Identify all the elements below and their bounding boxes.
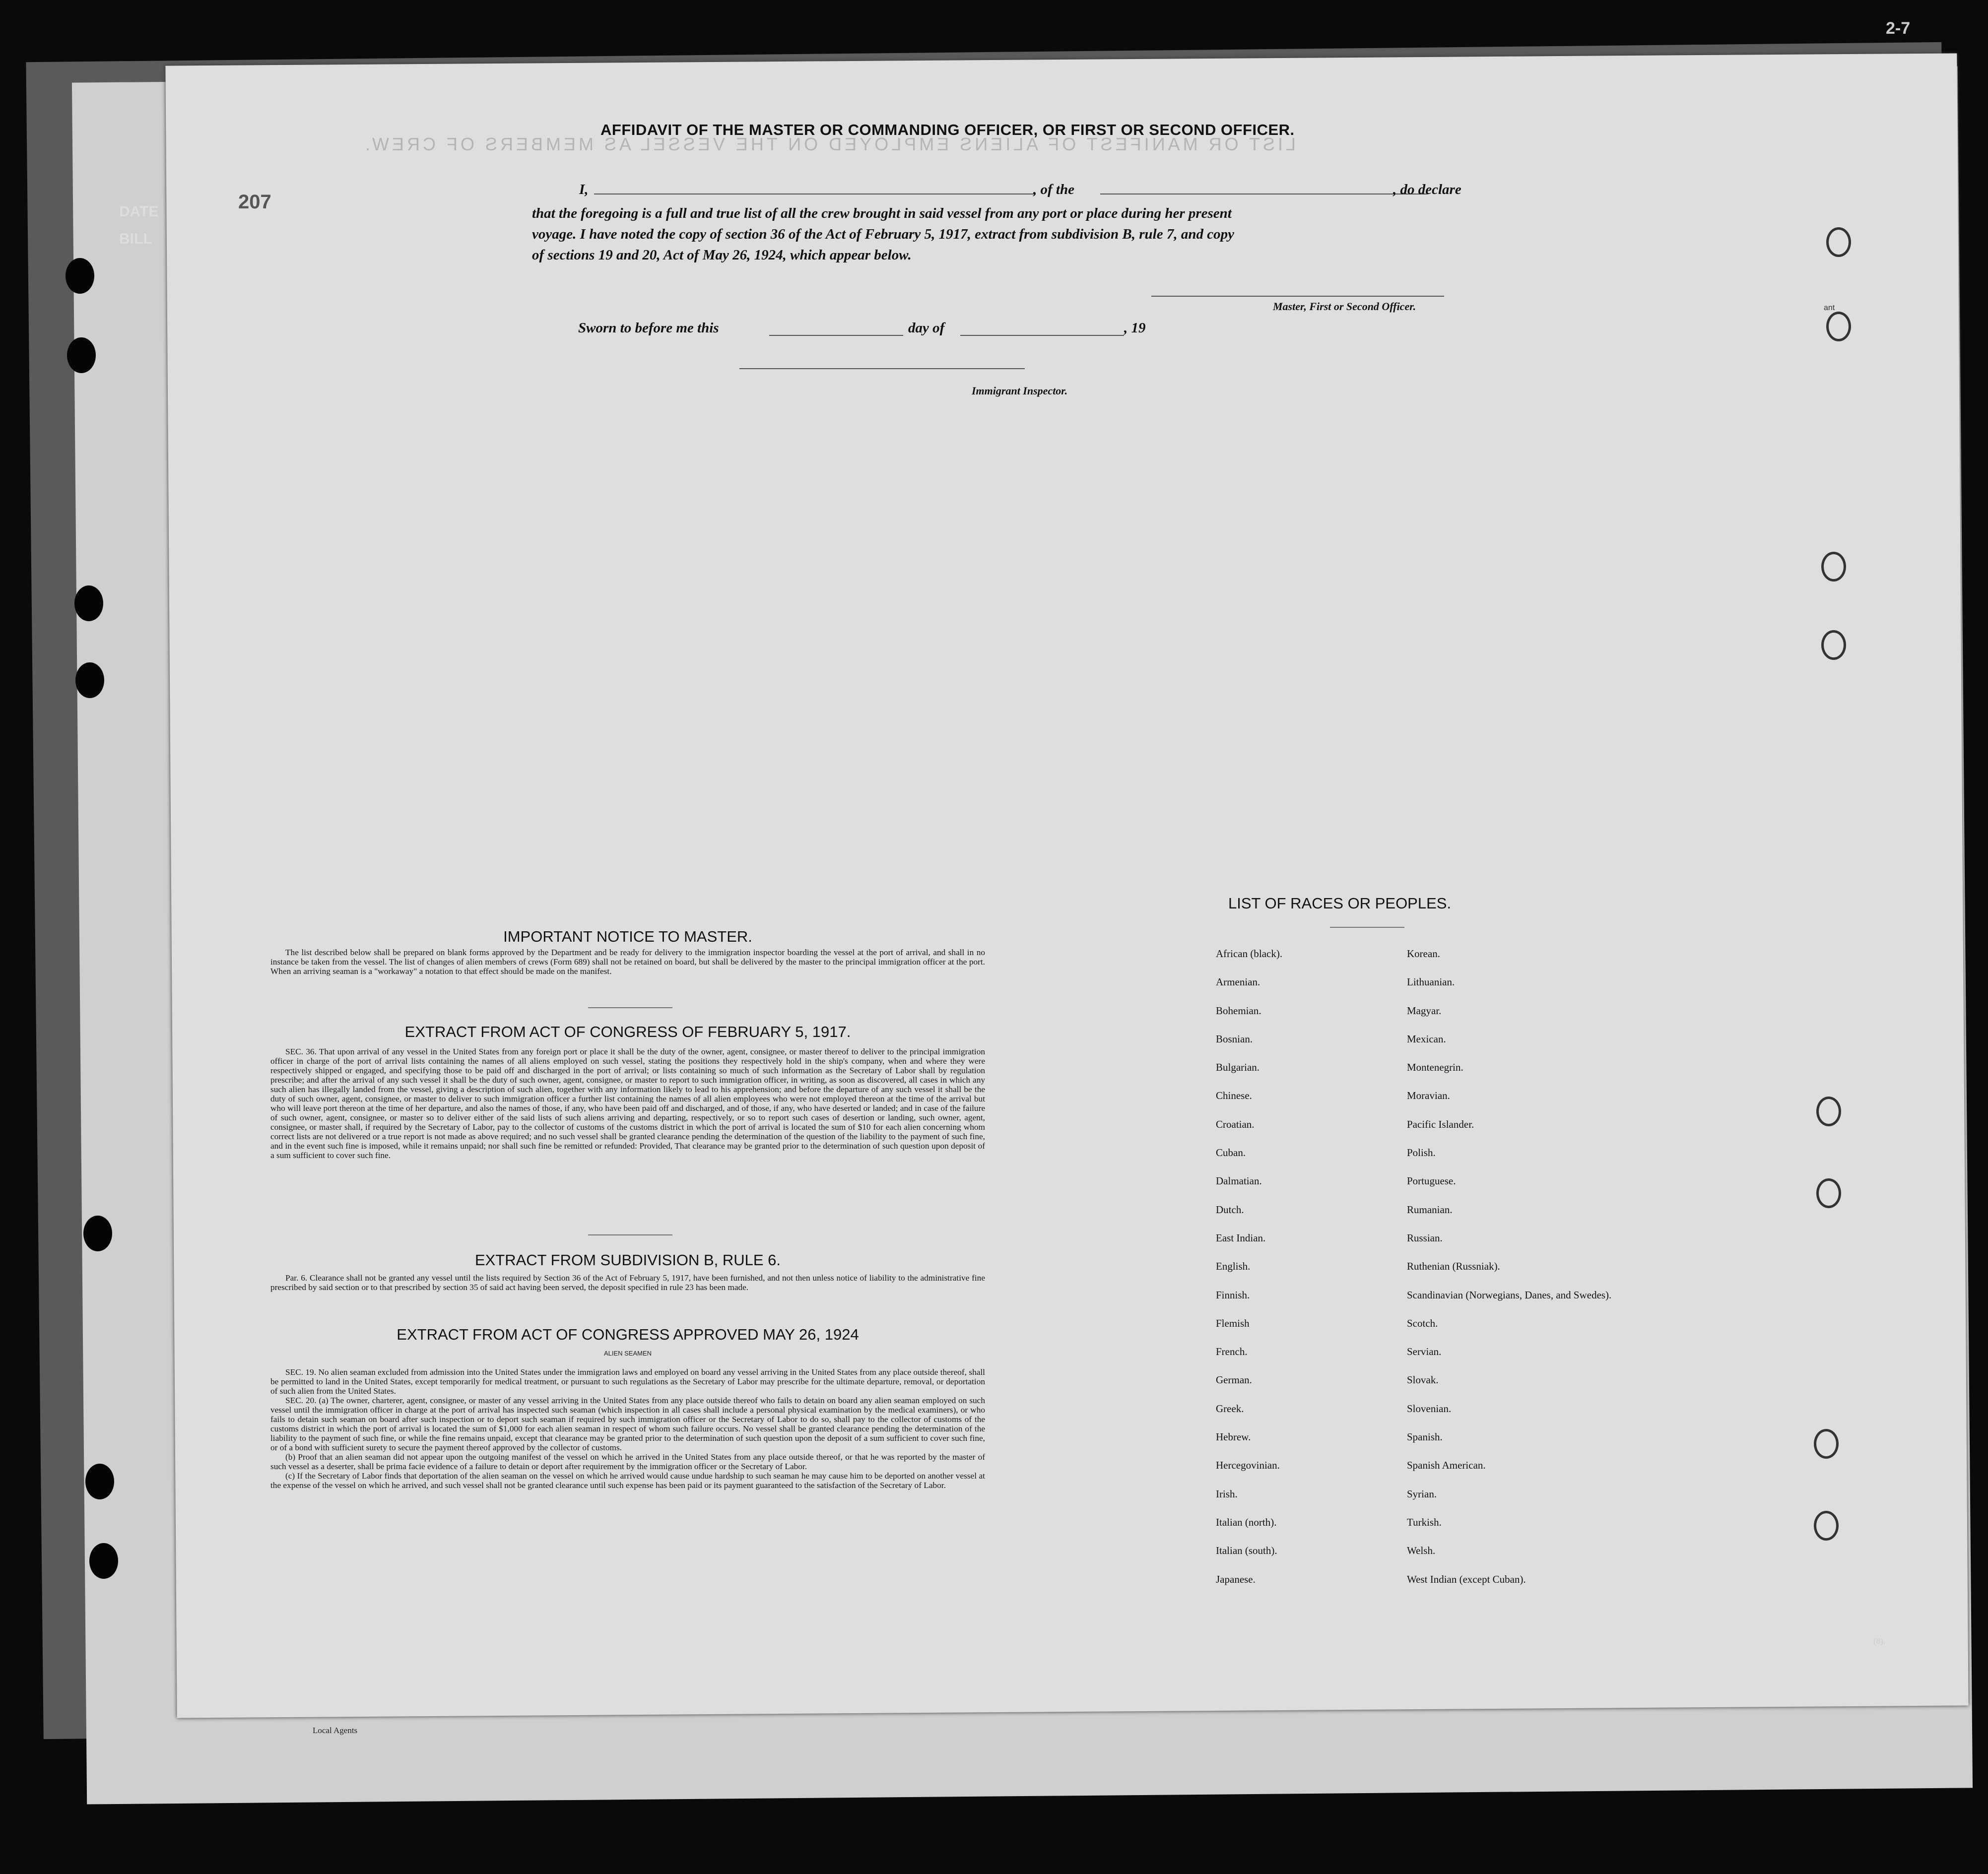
binder-ring (1826, 312, 1851, 341)
race-item: Italian (north). (1216, 1516, 1277, 1528)
rule6-title: EXTRACT FROM SUBDIVISION B, RULE 6. (474, 1251, 781, 1269)
race-item: Greek. (1216, 1402, 1244, 1415)
side-label-date: DATE (119, 203, 159, 220)
affidavit-declare: , do declare (1393, 182, 1461, 197)
race-item: Scotch. (1407, 1317, 1438, 1329)
race-item: Armenian. (1216, 976, 1260, 988)
punch-hole (66, 258, 94, 294)
race-item: Scandinavian (Norwegians, Danes, and Swedes). (1407, 1289, 1612, 1301)
binder-ring (1821, 552, 1846, 582)
punch-hole (75, 662, 104, 698)
race-item: Finnish. (1216, 1289, 1250, 1301)
rule6-paragraph: Par. 6. Clearance shall not be granted any vessel until the lists required by Section 36 of the Act of February 5, 1917, have been furnished, and not then unless notice of liability to the administrative fine prescribed by said section or to that prescribed by section 35 of said act having been served, the deposit specified in rule 23 has been made. (270, 1273, 985, 1292)
races-right-column (1407, 948, 1615, 1602)
extract-1917-text (270, 1047, 985, 1160)
punch-hole (74, 585, 103, 621)
race-item: Portuguese. (1407, 1175, 1456, 1187)
extract-1924-text (270, 1367, 985, 1490)
divider (588, 1234, 672, 1235)
day-of-text: day of (908, 320, 945, 336)
race-item: French. (1216, 1346, 1248, 1358)
race-item: Bohemian. (1216, 1004, 1261, 1017)
binder-ring (1816, 1178, 1841, 1208)
divider (588, 1007, 672, 1008)
race-item: Lithuanian. (1407, 976, 1455, 988)
section-20c-paragraph: (c) If the Secretary of Labor finds that deportation of the alien seaman on the vessel on which he arrived would cause undue hardship to such seaman he may cause him to be deported on another vessel at the expense of the vessel on which he arrived, and such vessel shall not be granted clearance until such expense has been paid or its payment guaranteed to the satisfaction of the Secretary of Labor. (270, 1471, 985, 1490)
section-36-paragraph: SEC. 36. That upon arrival of any vessel in the United States from any foreign port or place it shall be the duty of the owner, agent, consignee, or master thereof to deliver to the principal immigration officer in charge of the port of arrival lists containing the names of all aliens employed on such vessel, stating the positions they respectively hold in the ship's company, when and where they were respectively shipped or engaged, and specifying those to be paid off and discharged in the port of arrival; or lists containing so much of such information as the Secretary of Labor shall by regulation prescribe; and after the arrival of any such vessel it shall be the duty of such owner, agent, consignee, or master to report to such immigration officer, in writing, as soon as discovered, all cases in which any such alien has illegally landed from the vessel, giving a description of such alien, together with any information likely to lead to his apprehension; and before the departure of any such vessel it shall be the duty of such owner, agent, consignee, or master to deliver to such immigration officer a further list containing the names of all alien employees who were not employed thereon at the time of the arrival but who will leave port thereon at the time of her departure, and also the names of those, if any, who have been paid off and discharged, and of those, if any, who have deserted or landed; and in case of the failure of such owner, agent, consignee, or master so to deliver either of the said lists of such aliens arriving and departing, respectively, or so to report such cases of desertion or landing, such owner, agent, consignee, or master shall, if required by the Secretary of Labor, pay to the collector of customs of the customs district in which the port of arrival is located the sum of $10 for each alien concerning whom correct lists are not delivered or a true report is not made as above required; and no such vessel shall be granted clearance pending the determination of the question of the liability to the payment of such fine, and in the event such fine is imposed, while it remains unpaid; nor shall such fine be remitted or refunded: Provided, That clearance may be granted prior to the determination of such question upon deposit of a sum sufficient to cover such fine. (270, 1047, 985, 1160)
notice-paragraph: The list described below shall be prepared on blank forms approved by the Department and be ready for delivery to the immigration inspector boarding the vessel at the port of arrival, and shall in no instance be taken from the vessel. The list of changes of alien members of crews (Form 689) shall not be retained on board, but shall be delivered by the master to the principal immigration officer at the port. When an arriving seaman is a "workaway" a notation to that effect should be made on the manifest. (270, 948, 985, 976)
binder-ring (1826, 227, 1851, 257)
ghost-manifest-title: LIST OR MANIFEST OF ALIENS EMPLOYED ON THE VESSEL AS MEMBERS OF CREW. (362, 134, 1296, 154)
race-item: German. (1216, 1374, 1252, 1386)
race-item: Moravian. (1407, 1090, 1450, 1102)
race-item: East Indian. (1216, 1231, 1266, 1244)
race-item: Japanese. (1216, 1573, 1256, 1585)
race-item: Spanish. (1407, 1431, 1443, 1443)
race-item: West Indian (except Cuban). (1407, 1573, 1526, 1585)
master-signature-line (1151, 296, 1444, 297)
race-item: Dutch. (1216, 1203, 1244, 1216)
race-item: Mexican. (1407, 1033, 1446, 1045)
binder-ring (1821, 630, 1846, 660)
races-title: LIST OF RACES OR PEOPLES. (1228, 895, 1452, 912)
master-label: Master, First or Second Officer. (1273, 300, 1416, 313)
affidavit-line-2: that the foregoing is a full and true list of all the crew brought in said vessel from any port or place during her present (532, 205, 1232, 221)
race-item: Montenegrin. (1407, 1061, 1463, 1074)
race-item: Korean. (1407, 948, 1441, 960)
sworn-text: Sworn to before me this (578, 320, 719, 336)
race-item: Irish. (1216, 1487, 1238, 1500)
section-19-paragraph: SEC. 19. No alien seaman excluded from admission into the United States under the immigration laws and employed on board any vessel arriving in the United States from any place outside thereof, shall be permitted to land in the United States, except temporarily for medical treatment, or pursuant to such regulations as the Secretary of Labor may prescribe for the ultimate departure, removal, or deportation of such alien from the United States. (270, 1367, 985, 1396)
race-item: Pacific Islander. (1407, 1118, 1474, 1130)
race-item: Turkish. (1407, 1516, 1442, 1528)
binder-ring (1814, 1511, 1839, 1541)
race-item: Hercegovinian. (1216, 1459, 1280, 1472)
race-item: Croatian. (1216, 1118, 1255, 1130)
side-note: ant (1824, 304, 1835, 312)
race-item: Cuban. (1216, 1147, 1246, 1159)
punch-hole (83, 1216, 112, 1251)
inspector-label: Immigrant Inspector. (972, 385, 1068, 397)
race-item: Flemish (1216, 1317, 1250, 1329)
race-item: Spanish American. (1407, 1459, 1486, 1472)
race-item: Italian (south). (1216, 1545, 1277, 1557)
footer-local-agents: Local Agents (313, 1726, 358, 1735)
side-label-bill: BILL (119, 231, 152, 247)
race-item: Bosnian. (1216, 1033, 1253, 1045)
extract-1917-title: EXTRACT FROM ACT OF CONGRESS OF FEBRUARY 5, 1917. (404, 1023, 851, 1040)
races-left-column (1216, 948, 1404, 1602)
race-item: Slovak. (1407, 1374, 1439, 1386)
sworn-line (578, 320, 1174, 340)
corner-mark: 2-7 (1886, 19, 1911, 38)
affidavit-title: AFFIDAVIT OF THE MASTER OR COMMANDING OFFICER, OR FIRST OR SECOND OFFICER. (600, 121, 1295, 138)
footer-form-number: (8). (1873, 1636, 1886, 1646)
rule6-text (270, 1273, 985, 1292)
affidavit-line-3: voyage. I have noted the copy of section 36 of the Act of February 5, 1917, extract from subdivision B, rule 7, and copy (532, 226, 1234, 242)
divider (1330, 927, 1404, 928)
affidavit-line-4: of sections 19 and 20, Act of May 26, 1924, which appear below. (532, 247, 912, 263)
race-item: Chinese. (1216, 1090, 1252, 1102)
affidavit-i: I, (579, 182, 589, 197)
affidavit-of-the: , of the (1033, 182, 1074, 197)
race-item: Welsh. (1407, 1545, 1436, 1557)
race-item: Russian. (1407, 1231, 1443, 1244)
inspector-signature-line (739, 368, 1025, 369)
race-item: Polish. (1407, 1147, 1436, 1159)
section-20a-paragraph: SEC. 20. (a) The owner, charterer, agent, consignee, or master of any vessel arriving in the United States from any place outside thereof who fails to detain on board any alien seaman employed on such vessel until the immigration officer in charge at the port of arrival has inspected such seaman (which inspection in all cases shall include a personal physical examination by the medical examiners), or who fails to detain such seaman on board after such inspection or to deport such seaman if required by such immigration officer or the Secretary of Labor to do so, shall pay to the collector of customs of the customs district in which the port of arrival is located the sum of $1,000 for each alien seaman in respect of whom such failure occurs. No vessel shall be granted clearance pending the determination of the liability to the payment of such fine, or while the fine remains unpaid, except that clearance may be granted prior to the determination of such question upon the deposit of a sum sufficient to cover such fine, or of a bond with sufficient surety to secure the payment thereof approved by the collector of customs. (270, 1396, 985, 1452)
extract-1924-title: EXTRACT FROM ACT OF CONGRESS APPROVED MAY 26, 1924 (397, 1326, 859, 1343)
year-text: , 19 (1124, 320, 1146, 336)
race-item: Syrian. (1407, 1487, 1437, 1500)
section-20b-paragraph: (b) Proof that an alien seaman did not appear upon the outgoing manifest of the vessel on which he arrived in the United States from any place outside thereof, or that he was reported by the master of such vessel as a deserter, shall be prima facie evidence of a failure to detain or deport after requirement by the immigration officer or the Secretary of Labor. (270, 1452, 985, 1471)
race-item: Dalmatian. (1216, 1175, 1262, 1187)
punch-hole (85, 1464, 114, 1499)
race-item: Slovenian. (1407, 1402, 1452, 1415)
race-item: English. (1216, 1260, 1251, 1273)
punch-hole (89, 1543, 118, 1579)
binder-ring (1814, 1429, 1839, 1459)
punch-hole (67, 337, 96, 373)
sworn-day-blank (769, 335, 903, 336)
notice-text (270, 948, 985, 976)
extract-1924-subtitle: ALIEN SEAMEN (603, 1350, 652, 1357)
race-item: Magyar. (1407, 1004, 1442, 1017)
race-item: Bulgarian. (1216, 1061, 1260, 1074)
sworn-month-blank (960, 335, 1124, 336)
race-item: Hebrew. (1216, 1431, 1251, 1443)
binder-ring (1816, 1097, 1841, 1126)
race-item: Rumanian. (1407, 1203, 1453, 1216)
notice-title: IMPORTANT NOTICE TO MASTER. (503, 928, 752, 945)
race-item: African (black). (1216, 948, 1283, 960)
race-item: Servian. (1407, 1346, 1442, 1358)
race-item: Ruthenian (Russniak). (1407, 1260, 1500, 1273)
handwritten-number: 207 (238, 191, 271, 213)
